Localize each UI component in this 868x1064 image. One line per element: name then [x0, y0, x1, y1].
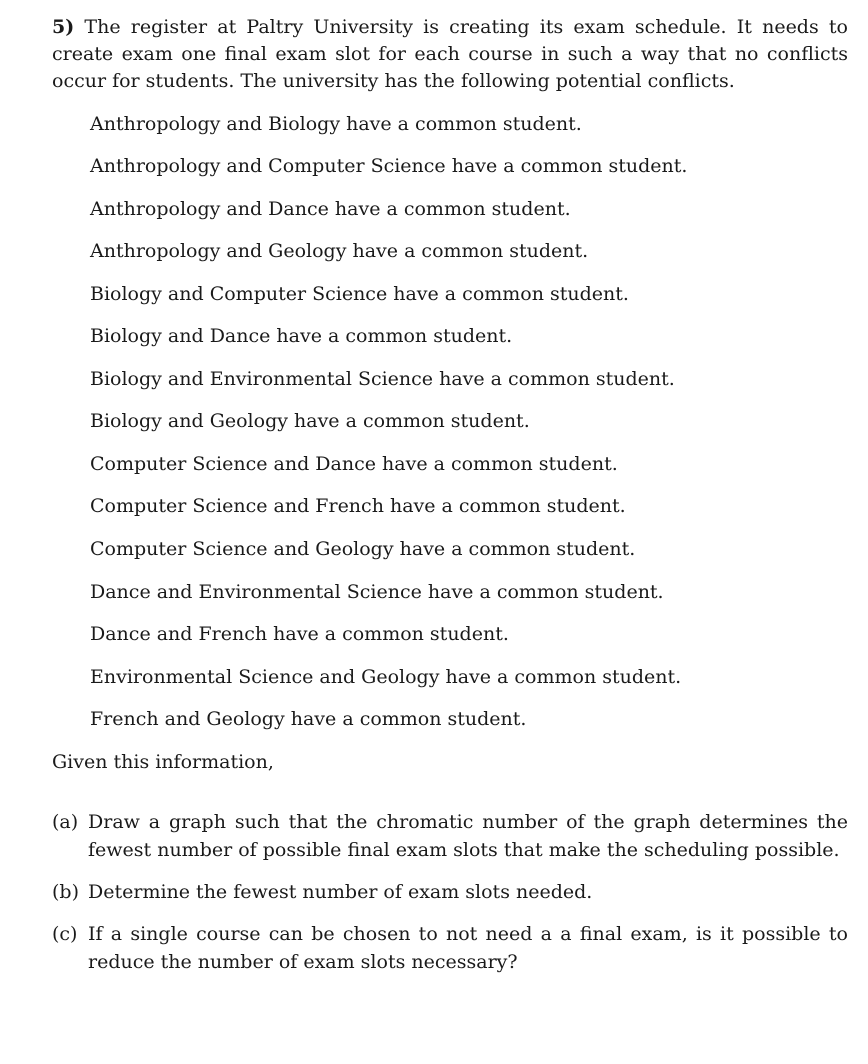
conflict-text: Biology and Computer Science have a common student.: [90, 283, 629, 305]
conflict-text: Environmental Science and Geology have a common student.: [90, 666, 682, 688]
conflict-text: Anthropology and Computer Science have a common student.: [90, 155, 688, 177]
given-statement: Given this information,: [52, 751, 274, 773]
question-part: [52, 920, 848, 976]
conflict-text: French and Geology have a common student.: [90, 708, 527, 730]
question-text: The register at Paltry University is creating its exam schedule. It needs to create exam one final exam slot for each course in such a way that no conflicts occur for students. The university has the following potential conflicts.: [52, 16, 848, 92]
question-part: [52, 808, 848, 864]
part-text: Determine the fewest number of exam slots needed.: [88, 881, 593, 903]
question-number: 5): [52, 16, 75, 38]
part-text: Draw a graph such that the chromatic number of the graph determines the fewest number of possible final exam slots that make the scheduling possible.: [88, 811, 848, 861]
conflict-text: Dance and Environmental Science have a common student.: [90, 581, 664, 603]
conflict-text: Computer Science and Geology have a common student.: [90, 538, 636, 560]
conflict-text: Anthropology and Biology have a common student.: [90, 113, 582, 135]
conflict-text: Anthropology and Dance have a common student.: [90, 198, 571, 220]
conflict-text: Dance and French have a common student.: [90, 623, 509, 645]
question-intro: [52, 14, 848, 95]
conflict-text: Anthropology and Geology have a common student.: [90, 240, 589, 262]
conflict-text: Computer Science and Dance have a common student.: [90, 453, 618, 475]
conflict-text: Computer Science and French have a common student.: [90, 495, 626, 517]
part-label: (c): [52, 923, 78, 945]
conflict-text: Biology and Environmental Science have a common student.: [90, 368, 675, 390]
question-part: [52, 878, 848, 906]
part-label: (b): [52, 881, 79, 903]
part-text: If a single course can be chosen to not need a a final exam, is it possible to reduce the number of exam slots necessary?: [88, 923, 848, 973]
conflict-text: Biology and Geology have a common student.: [90, 410, 530, 432]
part-label: (a): [52, 811, 79, 833]
conflict-text: Biology and Dance have a common student.: [90, 325, 513, 347]
